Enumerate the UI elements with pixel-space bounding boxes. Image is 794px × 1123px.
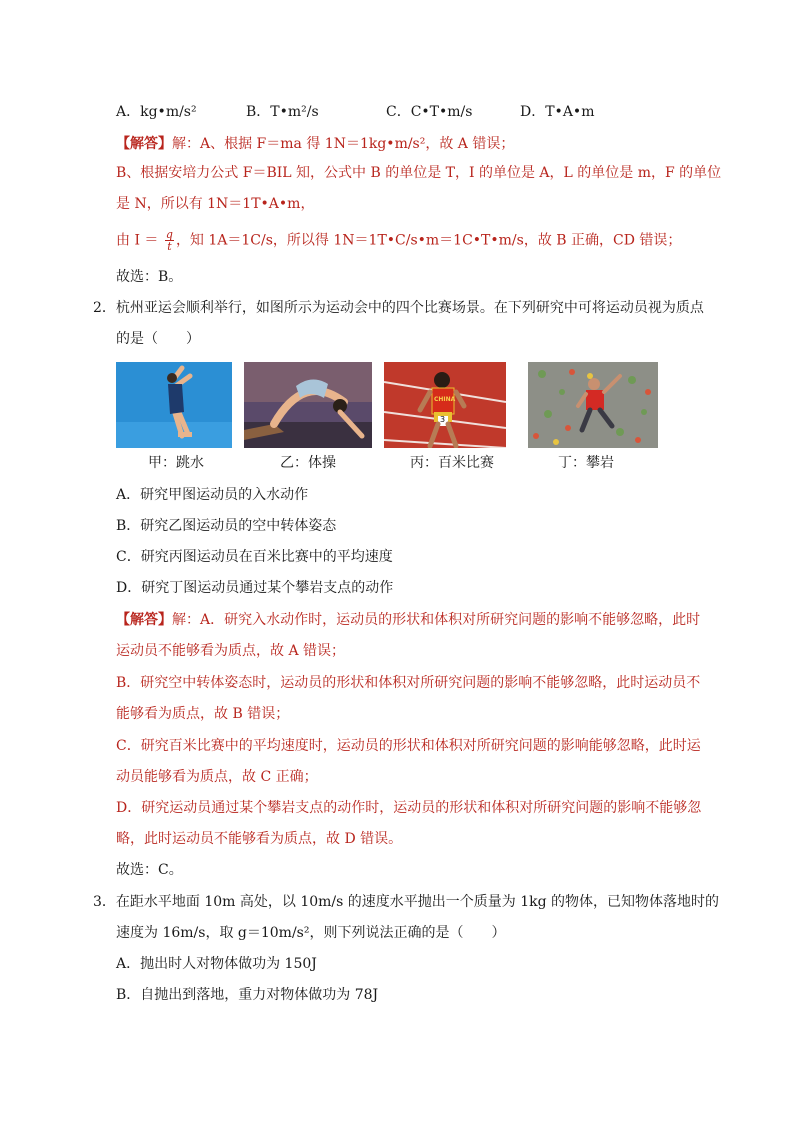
q2-option-a: A．研究甲图运动员的入水动作 bbox=[116, 487, 309, 503]
q1-option-d: D．T•A•m bbox=[520, 104, 595, 120]
q1-option-b: B．T•m²/s bbox=[246, 104, 319, 120]
q2-answer-a-line-2: 运动员不能够看为质点，故 A 错误； bbox=[116, 643, 346, 659]
q3-stem-line-1: 3．在距水平地面 10m 高处，以 10m/s 的速度水平抛出一个质量为 1kg 的物体，已知物体落地时的 bbox=[93, 894, 720, 910]
diving-photo bbox=[116, 362, 232, 448]
q2-answer-d-line-1: D．研究运动员通过某个攀岩支点的动作时，运动员的形状和体积对所研究问题的影响不能够忽 bbox=[116, 800, 702, 816]
q2-stem-line-2: 的是（ ） bbox=[116, 331, 200, 347]
q2-option-b: B．研究乙图运动员的空中转体姿态 bbox=[116, 518, 337, 534]
q1-option-a: A．kg•m/s² bbox=[116, 104, 197, 120]
q1-answer-line-4: 由 I ＝ $\frac{q}{t}$ ，知 1A＝1C/s，所以得 1N＝1T•C/s•m＝1C•T•m/s，故 B 正确，CD 错误； bbox=[116, 228, 682, 253]
q2-option-d: D．研究丁图运动员通过某个攀岩支点的动作 bbox=[116, 580, 394, 596]
q2-answer-b-line-1: B．研究空中转体姿态时，运动员的形状和体积对所研究问题的影响不能够忽略，此时运动员不 bbox=[116, 675, 701, 691]
caption-diving: 甲：跳水 bbox=[148, 455, 204, 471]
bib-country: CHINA bbox=[434, 396, 456, 403]
q2-answer-b-line-2: 能够看为质点，故 B 错误； bbox=[116, 706, 290, 722]
caption-sprint: 丙：百米比赛 bbox=[410, 455, 494, 471]
caption-climbing: 丁：攀岩 bbox=[558, 455, 614, 471]
q3-stem-line-2: 速度为 16m/s，取 g＝10m/s²，则下列说法正确的是（ ） bbox=[116, 925, 506, 941]
q3-option-b: B．自抛出到落地，重力对物体做功为 78J bbox=[116, 987, 379, 1003]
q1-answer-line-1: 【解答】解：A、根据 F＝ma 得 1N＝1kg•m/s²，故 A 错误； bbox=[116, 136, 515, 152]
sprint-photo bbox=[384, 362, 506, 448]
answer-tag: 【解答】 bbox=[116, 136, 172, 152]
climbing-photo bbox=[528, 362, 658, 448]
caption-gymnastics: 乙：体操 bbox=[280, 455, 336, 471]
fraction-q-over-t: $\frac{q}{t}$ bbox=[165, 228, 173, 253]
bib-number: 3 bbox=[440, 415, 446, 424]
q2-choice: 故选：C。 bbox=[116, 862, 183, 878]
q1-choice: 故选：B。 bbox=[116, 269, 183, 285]
q2-answer-c-line-1: C．研究百米比赛中的平均速度时，运动员的形状和体积对所研究问题的影响能够忽略，此时运 bbox=[116, 738, 701, 754]
q2-option-c: C．研究丙图运动员在百米比赛中的平均速度 bbox=[116, 549, 393, 565]
gymnastics-photo bbox=[244, 362, 372, 448]
q2-answer-d-line-2: 略，此时运动员不能够看为质点，故 D 错误。 bbox=[116, 831, 403, 847]
answer-tag: 【解答】 bbox=[116, 612, 172, 628]
q2-answer-a-line-1: 【解答】解：A．研究入水动作时，运动员的形状和体积对所研究问题的影响不能够忽略，此时 bbox=[116, 612, 701, 628]
q2-stem-line-1: 2．杭州亚运会顺利举行，如图所示为运动会中的四个比赛场景。在下列研究中可将运动员视为质点 bbox=[93, 300, 704, 316]
q1-option-c: C．C•T•m/s bbox=[386, 104, 473, 120]
q3-option-a: A．抛出时人对物体做功为 150J bbox=[116, 956, 317, 972]
q1-answer-line-3: 是 N，所以有 1N＝1T•A•m， bbox=[116, 196, 315, 212]
q1-answer-line-2: B、根据安培力公式 F＝BIL 知，公式中 B 的单位是 T，I 的单位是 A，L 的单位是 m，F 的单位 bbox=[116, 165, 722, 181]
q2-answer-c-line-2: 动员能够看为质点，故 C 正确； bbox=[116, 769, 318, 785]
